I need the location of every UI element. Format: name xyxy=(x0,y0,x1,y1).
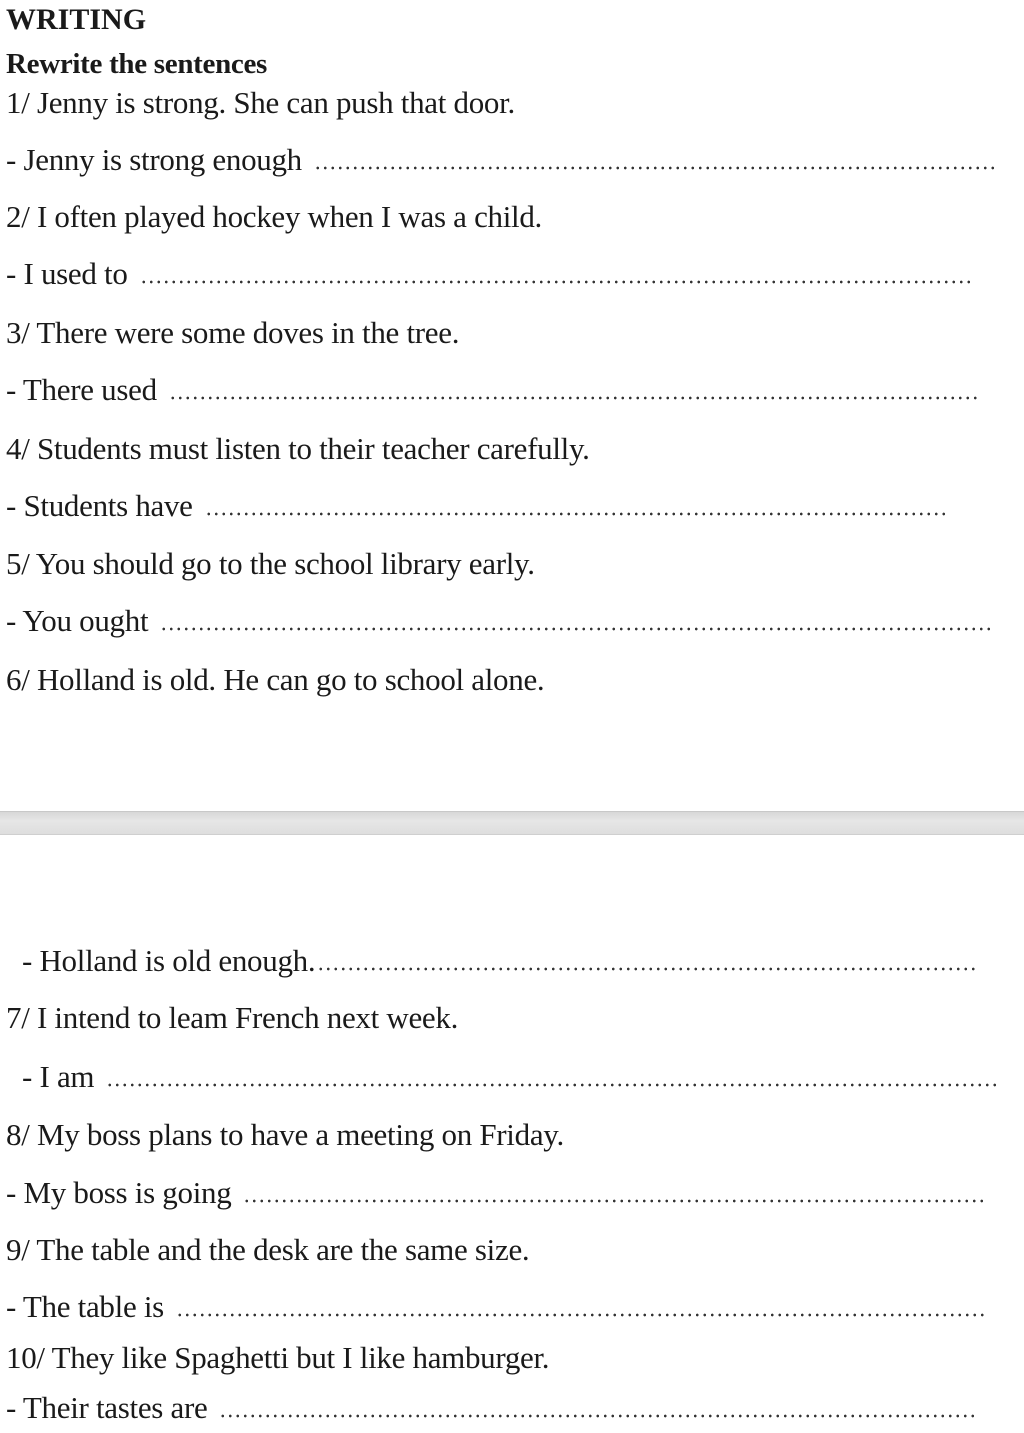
answer-blank[interactable] xyxy=(317,967,977,971)
exercise-sentence: 9/ The table and the desk are the same size. xyxy=(6,1232,530,1267)
answer-prompt: - You ought xyxy=(6,603,149,638)
exercise-sentence: 5/ You should go to the school library early. xyxy=(6,546,535,581)
exercise-sentence: 3/ There were some doves in the tree. xyxy=(6,315,460,350)
answer-prompt: - Jenny is strong enough xyxy=(6,142,302,177)
answer-blank[interactable] xyxy=(314,166,994,170)
exercise-sentence: 8/ My boss plans to have a meeting on Friday. xyxy=(6,1117,564,1152)
answer-line xyxy=(6,1175,1024,1211)
answer-blank[interactable] xyxy=(205,512,947,516)
answer-prompt: - Their tastes are xyxy=(6,1390,208,1425)
instructions: Rewrite the sentences xyxy=(6,48,268,80)
exercise-sentence: 10/ They like Spaghetti but I like hamburger. xyxy=(6,1340,550,1375)
answer-line xyxy=(22,1059,1024,1095)
exercise-sentence: 1/ Jenny is strong. She can push that door. xyxy=(6,85,515,120)
answer-blank[interactable] xyxy=(176,1313,984,1317)
answer-line xyxy=(6,142,1024,178)
answer-line xyxy=(6,256,1024,292)
answer-blank[interactable] xyxy=(106,1083,996,1087)
answer-blank[interactable] xyxy=(169,396,979,400)
page-break xyxy=(0,811,1024,835)
answer-prompt: - I am xyxy=(22,1059,95,1094)
answer-prompt: - Holland is old enough. xyxy=(22,943,316,978)
answer-line xyxy=(6,488,1024,524)
answer-line xyxy=(6,372,1024,408)
answer-blank[interactable] xyxy=(243,1199,988,1203)
exercise-sentence: 7/ I intend to leam French next week. xyxy=(6,1000,459,1035)
answer-line xyxy=(6,1289,1024,1325)
answer-blank[interactable] xyxy=(219,1414,979,1418)
answer-line xyxy=(6,603,1024,639)
answer-prompt: - My boss is going xyxy=(6,1175,232,1210)
exercise-sentence: 2/ I often played hockey when I was a child. xyxy=(6,199,543,234)
exercise-sentence: 6/ Holland is old. He can go to school alone. xyxy=(6,662,545,697)
answer-prompt: - The table is xyxy=(6,1289,164,1324)
answer-blank[interactable] xyxy=(140,280,975,284)
answer-line xyxy=(22,943,1024,979)
answer-prompt: - Students have xyxy=(6,488,193,523)
section-title: WRITING xyxy=(6,3,147,36)
exercise-sentence: 4/ Students must listen to their teacher carefully. xyxy=(6,431,590,466)
answer-prompt: - There used xyxy=(6,372,157,407)
answer-blank[interactable] xyxy=(160,627,990,631)
answer-line xyxy=(6,1390,1024,1426)
answer-prompt: - I used to xyxy=(6,256,128,291)
